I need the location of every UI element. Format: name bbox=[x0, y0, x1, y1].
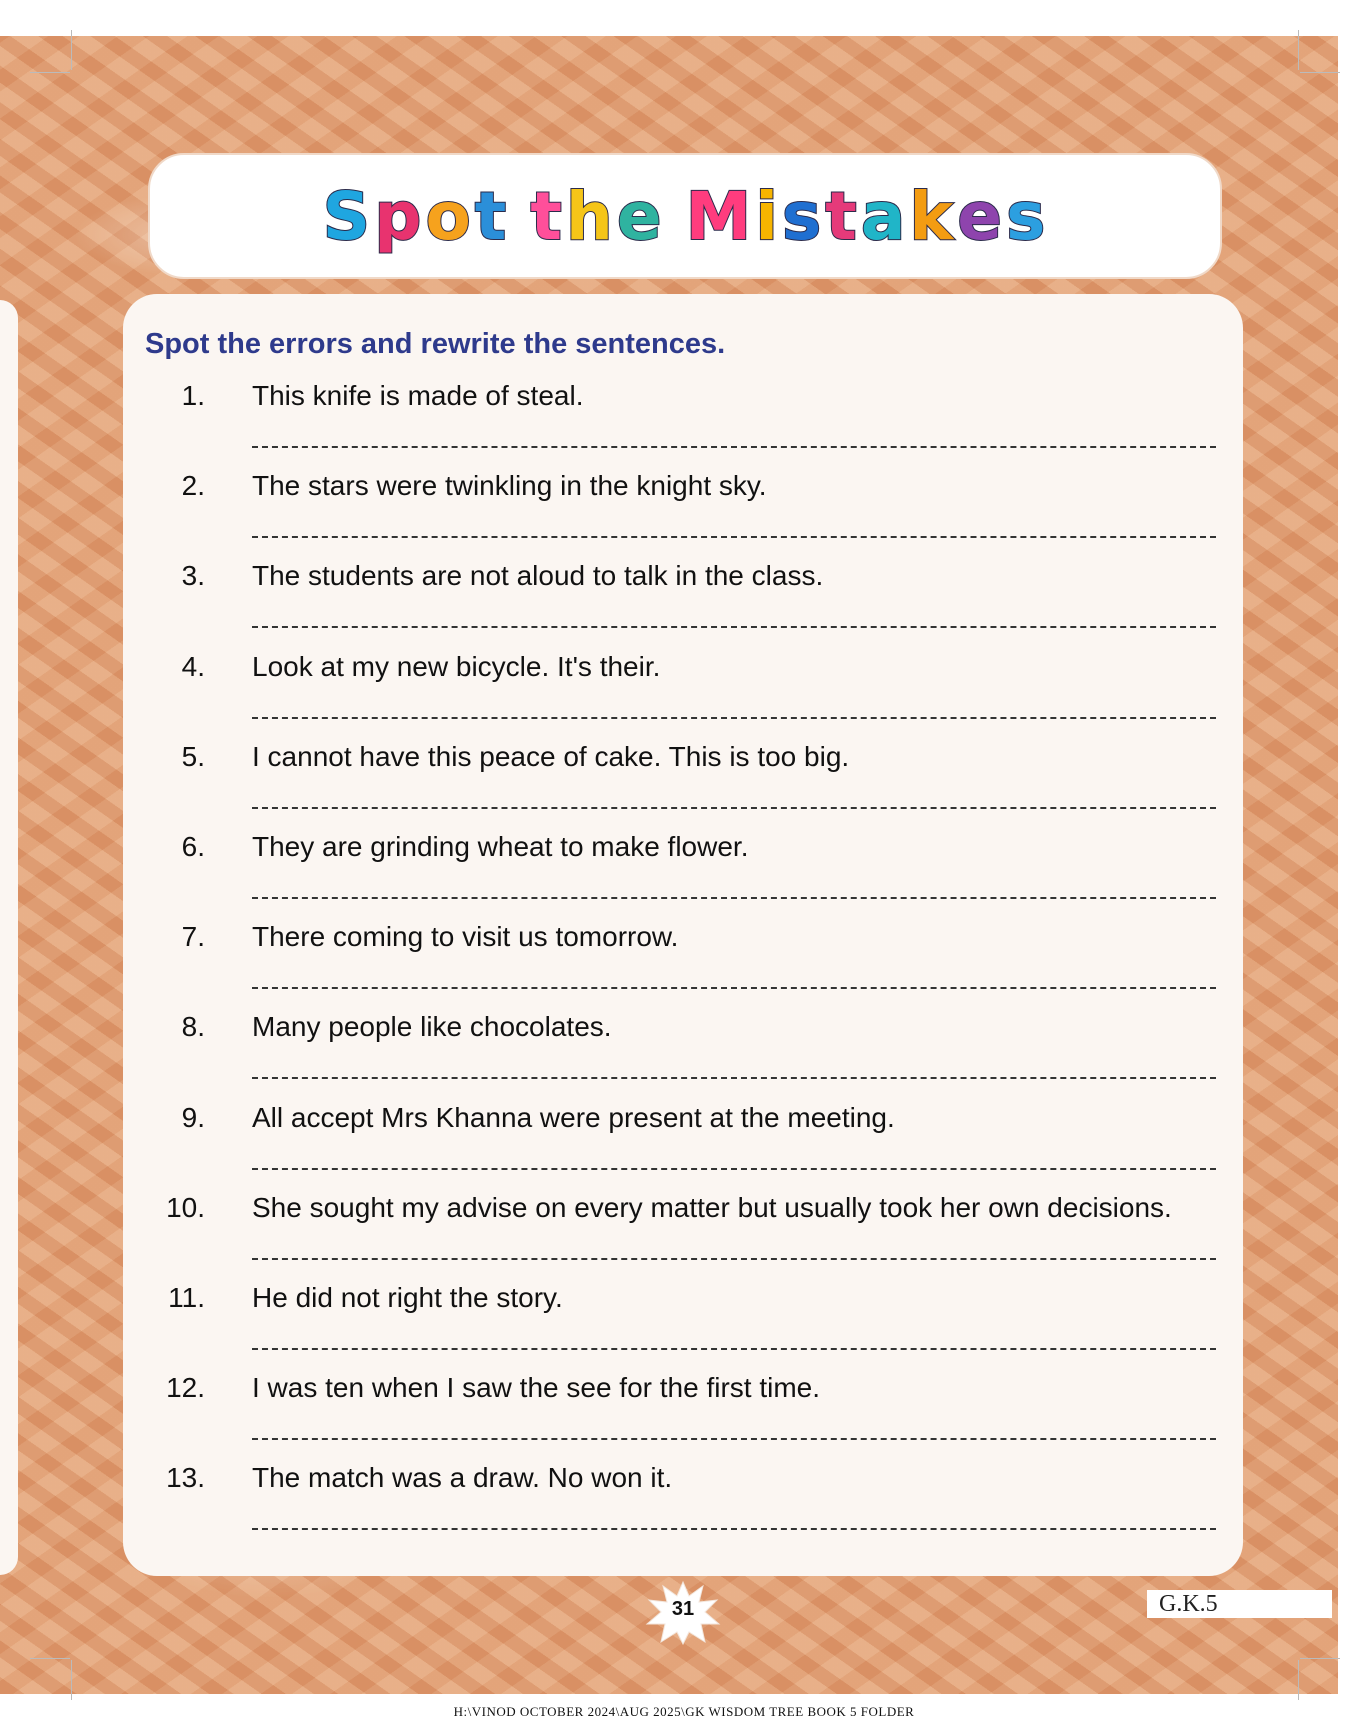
title-letter: h bbox=[565, 177, 615, 255]
title-letter: s bbox=[1006, 177, 1048, 255]
title-letter: S bbox=[322, 177, 373, 255]
answer-line[interactable] bbox=[252, 717, 1216, 719]
item-number: 3. bbox=[181, 560, 205, 592]
item-number: 10. bbox=[166, 1191, 205, 1223]
title-letter: s bbox=[781, 177, 824, 255]
title-letter: i bbox=[755, 177, 780, 255]
book-label: G.K.5 bbox=[1147, 1590, 1332, 1618]
instruction-text: Spot the errors and rewrite the sentences. bbox=[145, 328, 726, 360]
answer-line[interactable] bbox=[252, 446, 1216, 448]
crop-mark bbox=[1300, 72, 1340, 73]
crop-mark bbox=[1298, 30, 1299, 70]
title-letter: e bbox=[957, 177, 1005, 255]
crop-mark bbox=[30, 72, 70, 73]
crop-mark bbox=[1300, 1658, 1340, 1659]
answer-line[interactable] bbox=[252, 1438, 1216, 1440]
title-letter: t bbox=[474, 177, 509, 255]
title-letter: o bbox=[425, 177, 473, 255]
crop-mark bbox=[71, 30, 72, 70]
answer-line[interactable] bbox=[252, 807, 1216, 809]
item-number: 7. bbox=[181, 921, 205, 953]
footer-file-path: H:\VINOD OCTOBER 2024\AUG 2025\GK WISDOM TREE BOOK 5 FOLDER bbox=[453, 1704, 915, 1719]
page-number: 31 bbox=[671, 1598, 695, 1620]
left-edge-panel bbox=[0, 300, 18, 1575]
item-sentence: This knife is made of steal. bbox=[252, 380, 584, 411]
crop-mark bbox=[30, 1658, 70, 1659]
page-title bbox=[323, 178, 1048, 255]
title-letter: a bbox=[860, 177, 908, 255]
item-sentence: The match was a draw. No won it. bbox=[252, 1462, 673, 1494]
answer-line[interactable] bbox=[252, 1168, 1216, 1170]
answer-line[interactable] bbox=[252, 536, 1216, 538]
item-sentence: They are grinding wheat to make flower. bbox=[252, 831, 749, 862]
title-letter bbox=[510, 178, 528, 255]
item-number: 8. bbox=[181, 1011, 205, 1043]
item-sentence: He did not right the story. bbox=[252, 1282, 563, 1313]
item-number: 9. bbox=[181, 1101, 205, 1133]
title-letter: t bbox=[825, 177, 859, 255]
item-number: 2. bbox=[181, 470, 205, 502]
item-sentence: I cannot have this peace of cake. This is too big. bbox=[252, 740, 850, 772]
item-number: 4. bbox=[181, 650, 205, 682]
item-number: 13. bbox=[166, 1462, 205, 1494]
item-sentence: The students are not aloud to talk in the class. bbox=[252, 560, 824, 592]
item-sentence: There coming to visit us tomorrow. bbox=[252, 921, 679, 953]
item-sentence: Look at my new bicycle. It's their. bbox=[252, 650, 661, 682]
title-letter bbox=[666, 178, 684, 255]
answer-line[interactable] bbox=[252, 897, 1216, 899]
title-letter: p bbox=[374, 177, 424, 255]
item-sentence: I was ten when I saw the see for the first time. bbox=[252, 1372, 821, 1404]
answer-line[interactable] bbox=[252, 1258, 1216, 1260]
title-banner bbox=[148, 153, 1222, 279]
item-sentence: The stars were twinkling in the knight sky. bbox=[252, 470, 767, 502]
title-letter: k bbox=[909, 177, 956, 255]
item-sentence: All accept Mrs Khanna were present at the meeting. bbox=[252, 1101, 895, 1133]
item-number: 6. bbox=[181, 831, 205, 862]
title-letter: M bbox=[685, 177, 754, 255]
item-number: 11. bbox=[168, 1282, 205, 1313]
answer-line[interactable] bbox=[252, 626, 1216, 628]
title-letter: e bbox=[616, 177, 664, 255]
crop-mark bbox=[71, 1660, 72, 1700]
crop-mark bbox=[1298, 1660, 1299, 1700]
item-number: 12. bbox=[166, 1372, 205, 1404]
item-sentence: Many people like chocolates. bbox=[252, 1011, 612, 1043]
title-letter: t bbox=[530, 177, 564, 255]
answer-line[interactable] bbox=[252, 1528, 1216, 1530]
item-number: 1. bbox=[181, 380, 205, 411]
answer-line[interactable] bbox=[252, 1077, 1216, 1079]
answer-line[interactable] bbox=[252, 1348, 1216, 1350]
item-sentence: She sought my advise on every matter but usually took her own decisions. bbox=[252, 1191, 1172, 1223]
answer-line[interactable] bbox=[252, 987, 1216, 989]
item-number: 5. bbox=[181, 740, 205, 772]
